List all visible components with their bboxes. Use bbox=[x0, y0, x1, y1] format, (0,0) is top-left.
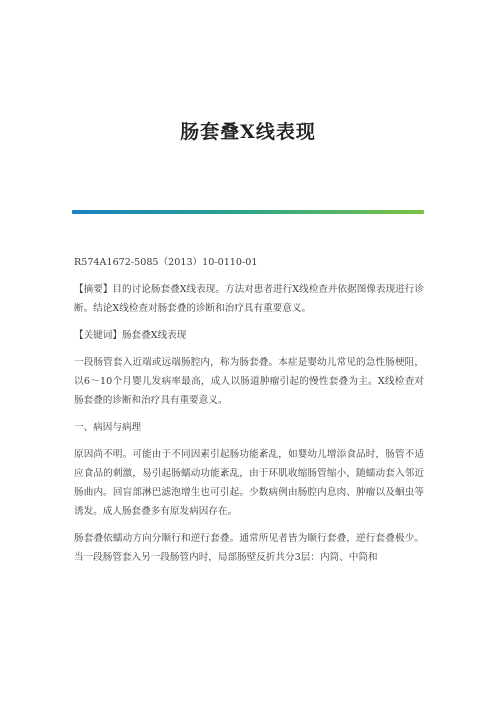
pathology-paragraph: 肠套叠依蠕动方向分顺行和逆行套叠。通常所见者皆为顺行套叠，逆行套叠极少。当一段肠管套入另一段肠管内时，局部肠壁反折共分3层：内筒、中筒和 bbox=[74, 533, 424, 563]
abstract-paragraph: 【摘要】目的讨论肠套叠X线表现。方法对患者进行X线检查并依据图像表现进行诊断。结论X线检查对肠套叠的诊断和治疗具有重要意义。 bbox=[74, 284, 424, 314]
etiology-paragraph: 原因尚不明。可能由于不同因素引起肠功能紊乱，如婴幼儿增添食品时，肠管不适应食品的刺激，易引起肠蠕动功能紊乱，由于环肌收缩肠管缩小，随蠕动套入邻近肠曲内。回盲部淋巴滤泡增生也可引起。少数病例由肠腔内息肉、肿瘤以及蛔虫等诱发。成人肠套叠多有原发病因存在。 bbox=[74, 449, 424, 517]
intro-paragraph: 一段肠管套入近端或远端肠腔内，称为肠套叠。本症是婴幼儿常见的急性肠梗阻，以6～10个月婴儿发病率最高，成人以肠道肿瘤引起的慢性套叠为主。X线检查对肠套叠的诊断和治疗具有重要意义。 bbox=[74, 357, 424, 406]
doc-classification-number: R574A1672-5085（2013）10-0110-01 bbox=[74, 257, 258, 268]
keywords-paragraph: 【关键词】肠套叠X线表现 bbox=[74, 330, 187, 341]
document-body bbox=[74, 253, 424, 575]
title-divider bbox=[72, 210, 424, 214]
section-heading-etiology: 一、病因与病理 bbox=[74, 422, 142, 433]
page-title: 肠套叠X线表现 bbox=[180, 121, 316, 143]
